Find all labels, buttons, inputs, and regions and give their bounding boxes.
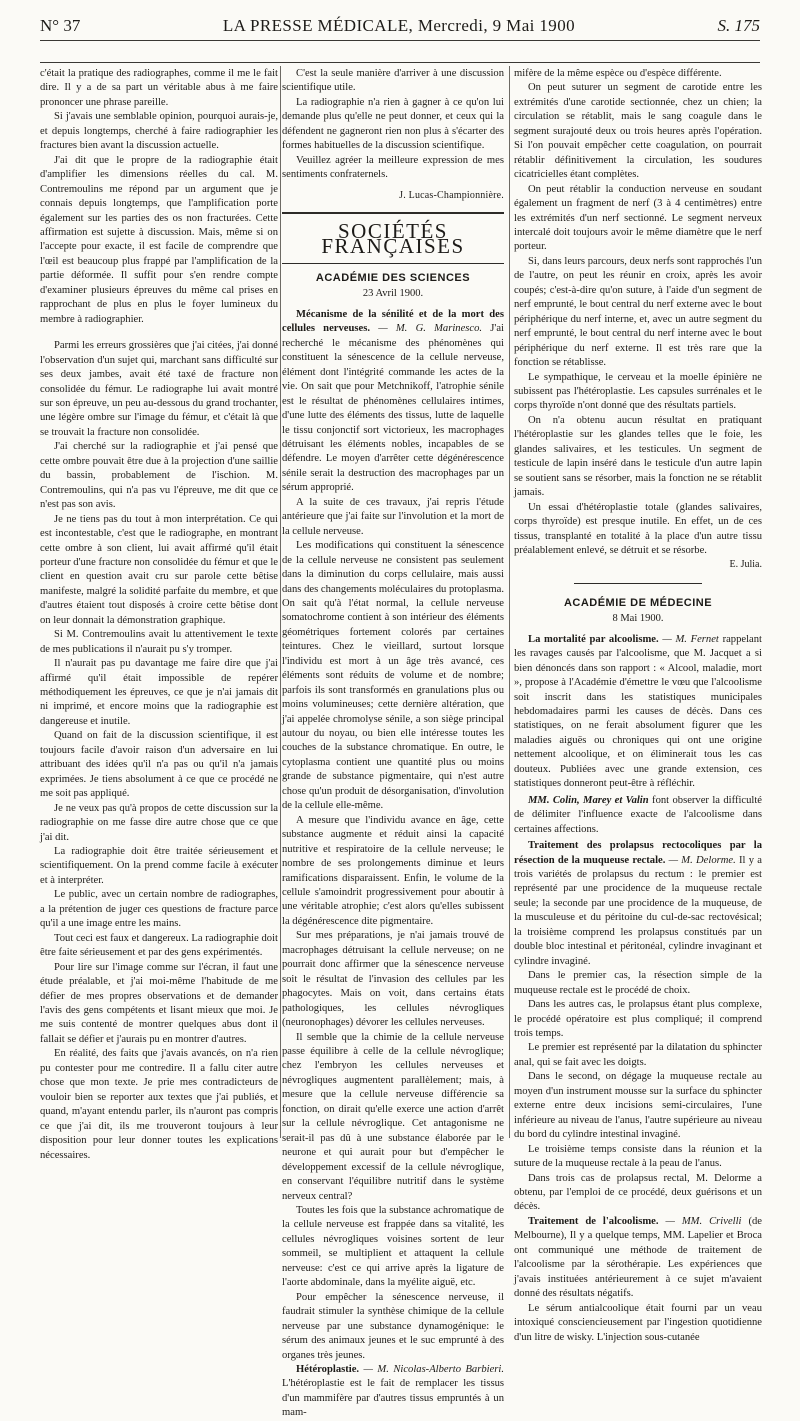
article-signature: E. Julia.	[729, 559, 762, 571]
column-3	[514, 67, 763, 1343]
paragraph: C'est la seule manière d'arriver à une discussion scientifique utile.	[282, 68, 504, 94]
paragraph: J'ai cherché sur la radiographie et j'ai pensé que cette ombre pouvait être due à la projection d'une saillie du bassin, probablement de l'ischion. M. Contremoulins, qui n'a pas vu l'épreuve, me dit que ce n'est pas son avis.	[40, 441, 278, 511]
paragraph: Si, dans leurs parcours, deux nerfs sont rapprochés l'un de l'autre, on peut les réunir en croix, après les avoir coupés; c'est-à-dire qu'on suture, à l'aide d'un segment de nerf emprunté, le bout central du nerf externe avec le bout périphérique du nerf interne, et, avec un autre segment du nerf emprunté, le bout central du nerf interne avec le bout périphérique du nerf externe. Il est très rare que la fonction se rétablisse.	[514, 255, 762, 369]
article-body	[282, 496, 504, 1363]
paragraph: Le sérum antialcoolique était fourni par un veau intoxiqué consciencieusement par l'ingestion quotidienne d'un litre de wisky. L'injection sous-cutanée	[514, 1302, 762, 1343]
paragraph: On peut rétablir la conduction nerveuse en soudant également un fragment de nerf (3 à 4 centimètres) entre les extrémités d'un nerf sectionné. Le segment nerveux intercalé doit toujours avoir le même diamètre que le nerf porteur.	[514, 183, 762, 253]
article-author: — M. Delorme.	[668, 854, 736, 866]
article-list	[514, 633, 762, 969]
column-divider	[280, 66, 281, 1138]
column-1	[40, 67, 278, 1161]
paragraph: Tout ceci est faux et dangereux. La radiographie doit être faite sérieusement et par des gens expérimentés.	[40, 932, 278, 959]
article-text: Il y a trois variétés de prolapsus du rectum : le premier est représenté par une procidence de la muqueuse rectale seule; la seconde par une procidence de la muqueuse, de la musculeuse et du péritoine du cul-de-sac rectovésical; la troisième comprend les prolapsus constitués par un double bloc intestinal et péritonéal, cylindre invaginant et cylindre invaginé.	[514, 854, 762, 967]
section-rule	[282, 212, 504, 214]
paragraph: La radiographie n'a rien à gagner à ce qu'on lui demande plus qu'elle ne peut donner, et ceux qui la défendent ne gagneront rien non plus à s'écarter des formes habituelles de la discussion scientifique.	[282, 96, 504, 152]
paragraph: Les modifications qui constituent la sénescence de la cellule nerveuse ne consistent pas seulement dans la diminution du corps cellulaire, mais aussi dans des changements moléculaires du protoplasma. On sait qu'à l'état normal, la cellule nerveuse somatochrome contient à son intérieur des éléments géométriques fortement colorés par certaines teintures. Chez le vieillard, surtout lorsque l'individu est mort à un âge très avancé, ces éléments sont réduits de volume et de nombre; parfois ils sont transformés en granulations plus ou moins volumineuses; cette dernière altération, que j'ai appelée chromolyse sénile, a son siège principal autour du noyau, ou bien elle intéresse toutes les couches de la substance chromatique. En outre, le cytoplasma contient une quantité plus ou moins grande de substance pigmentaire, qui n'est autre chose qu'un produit de désorganisation, d'involution de la cellule elle-même.	[282, 540, 504, 812]
article-author: — M. Nicolas-Alberto Barbieri.	[363, 1363, 504, 1375]
paragraph: Dans le premier cas, la résection simple de la muqueuse rectale est le procédé de choix.	[514, 970, 762, 996]
paragraph: Veuillez agréer la meilleure expression de mes sentiments confraternels.	[282, 154, 504, 181]
article-author: — MM. Crivelli	[665, 1215, 742, 1227]
article-title: Mécanisme de la sénilité et de la mort des cellules nerveuses.	[282, 308, 504, 335]
article-title: MM. Colin, Marey et Valin	[528, 794, 649, 806]
article-title: Hétéroplastie.	[296, 1363, 360, 1375]
article-paragraph	[514, 633, 762, 792]
academy-heading: ACADÉMIE DE MÉDECINE	[563, 596, 713, 609]
paragraph: A mesure que l'individu avance en âge, cette substance augmente et réduit ainsi la capacité nutritive et respiratoire de la cellule nerveuse; le nombre de ses prolongements diminue et leurs ramifications disparaissent. Enfin, le volume de la cellule s'amoindrit progressivement pour aboutir à une véritable atrophie; c'est alors qu'elles subissent la dégénérescence dite pigmentaire.	[282, 814, 504, 927]
paragraph: La radiographie doit être traitée sérieusement et scientifiquement. On la prend comme facile à exécuter et à interpréter.	[40, 846, 278, 886]
paragraph: Si j'avais une semblable opinion, pourquoi aurais-je, et depuis longtemps, cherché à faire radiographier les fractures bien avant la discussion actuelle.	[40, 111, 278, 152]
paragraph: Sur mes préparations, je n'ai jamais trouvé de macrophages détruisant la cellule nerveuse; on ne pourrait donc affirmer que la sénescence nerveuse soit le résultat de l'invasion des cellules par les phagocytes. Mais on voit, dans certains états pathologiques, les cellules névrogliques (neuronophages) dévorer les cellules nerveuses.	[282, 930, 504, 1029]
article-text: J'ai recherché le mécanisme des phénomènes qui constituent la sénescence de la cellule nerveuse, élément dont l'intégrité commande les actes de la vie. On sait que pour Metchnikoff, l'atrophie sénile est le résultat de phénomènes cellulaires intimes, d'une lutte des éléments des tissus, lutte de laquelle le tissu conjonctif sort victorieux, les macrophages détruisant les éléments nobles, incapables de se défendre. Le moyen d'arrêter cette dégénérescence sénile serait la destruction des macrophages par un sérum approprié.	[282, 323, 504, 494]
article-title: La mortalité par alcoolisme.	[528, 633, 659, 645]
paragraph: Un essai d'hétéroplastie totale (glandes salivaires, corps thyroïde) est presque inutile. En effet, un de ces tissus, transplanté en totalité à la place d'un autre tissu préalablement enlevé, se détruit et se résorbe.	[514, 501, 762, 556]
article-text: (de Melbourne), Il y a quelque temps, MM. Lapelier et Broca ont communiqué une méthode de traitement de l'alcoolisme par la sérothérapie. Les expériences que j'avais instituées antérieurement à ce sujet m'avaient donné des résultats négatifs.	[514, 1215, 762, 1300]
journal-title: LA PRESSE MÉDICALE, Mercredi, 9 Mai 1900	[222, 16, 576, 35]
paragraph: Le premier est représenté par la dilatation du sphincter anal, qui se fait avec les doigts.	[514, 1042, 762, 1068]
paragraph: Toutes les fois que la substance achromatique de la cellule nerveuse est frappée dans sa vitalité, les cellules névrogliques voisines sortent de leur sommeil, se multiplient et attaquent la cellule nerveuse: c'est ce qui arrive après la ligature de l'aorte abdominale, dans la myélite aiguë, etc.	[282, 1204, 504, 1289]
paragraph: c'était la pratique des radiographes, comme il me le fait dire. Il y a de sa part un véritable abus à me faire prononcer une phrase pareille.	[40, 68, 278, 108]
paragraph: On peut suturer un segment de carotide entre les extrémités d'une carotide sectionnée, chez un chien; la circulation se rétablit, mais le sang coagule dans le segment surajouté deux ou trois heures après l'opération. Si l'on pouvait empêcher cette coagulation, on pourrait rétablir définitivement la circulation, les soudures cicatricielles étant complètes.	[514, 82, 762, 181]
column-2	[282, 67, 504, 1419]
paragraph: Pour lire sur l'image comme sur l'écran, il faut une étude préalable, et j'ai moi-même l'habitude de me défier de mes propres observations et de demander l'avis des gens compétents et lisant mieux que moi. Je me suis contenté de montrer quelques abus dont il fallait se défier et j'aurais pu en montrer d'autres.	[40, 961, 278, 1045]
paragraph: Quand on fait de la discussion scientifique, il est toujours facile d'avoir raison d'un adversaire en lui attribuant des idées qu'il n'a pas ou qu'il n'a jamais exprimées. Je tiens absolument à ce que ce procédé ne me soit pas appliqué.	[40, 730, 278, 800]
session-date: 8 Mai 1900.	[612, 613, 664, 625]
article-paragraph	[514, 794, 762, 837]
letter-ending	[282, 67, 504, 183]
session-date: 23 Avril 1900.	[362, 288, 424, 300]
article-text: rappelant les ravages causés par l'alcoolisme, que M. Jacquet a si bien dénoncés dans son rapport : « Alcool, maladie, mort », propose à l'Académie d'émettre le vœu que l'alcoolisme soit inscrit dans les statistiques municipales hebdomadaires parmi les causes de décès. Dans ces statistiques, on ne ferait absolument figurer que les maladies aiguës ou chroniques qui ont une origine nettement alcoolique, et on éliminerait tous les cas douteux. Publiées avec une grande extension, ces statistiques donneront peut-être à réfléchir.	[514, 633, 762, 790]
academy-heading: ACADÉMIE DES SCIENCES	[315, 271, 471, 284]
paragraph: Dans le second, on dégage la muqueuse rectale au moyen d'un instrument mousse sur la surface du sphincter externe entre deux incisions semi-circulaires, l'une inférieure au niveau de l'anus, l'autre supérieure au niveau du bord du cylindre intestinal invaginé.	[514, 1071, 762, 1141]
paragraph: On n'a obtenu aucun résultat en pratiquant l'hétéroplastie sur les glandes telles que le foie, les glandes salivaires, et les testicules. Un segment de testicule de lapin inséré dans le testicule d'un autre lapin se soutient sans se résorber, mais la fonction ne se rétablit jamais.	[514, 414, 762, 499]
article-text: font observer la difficulté de délimiter l'influence exacte de l'alcoolisme dans certaines affections.	[514, 794, 763, 835]
article-author: — M. G. Marinesco.	[378, 323, 483, 335]
paragraph: Le public, avec un certain nombre de radiographes, a la prétention de juger ces questions de fracture parce qu'il a une image entre les mains.	[40, 889, 278, 930]
article-title: Traitement des prolapsus rectocoliques par la résection de la muqueuse rectale.	[514, 840, 762, 866]
paragraph: Il n'aurait pas pu davantage me faire dire que j'ai affirmé qu'il était impossible de repérer méthodiquement les épreuves, ce que je n'ai jamais dit ni imprimé, et encore moins que la radiographie est dangereuse et inutile.	[40, 658, 278, 727]
paragraph: Dans trois cas de prolapsus rectal, M. Delorme a obtenu, par l'emploi de ce procédé, deux guérisons et un décès.	[514, 1172, 762, 1213]
header-rule-lower	[40, 62, 760, 63]
article-paragraph	[514, 839, 762, 969]
paragraph: Dans les autres cas, le prolapsus étant plus complexe, le procédé opératoire est plus compliqué; il comprend trois temps.	[514, 999, 762, 1039]
paragraph: Je ne tiens pas du tout à mon interprétation. Ce qui est incontestable, c'est que le radiographe, en montrant cette ombre à son client, lui avait affirmé qu'il était porteur d'une fracture non consolidée du fémur et que le client en question avait cru sur parole cette bêtise manifeste, malgré la solidité parfaite du membre, et que d'autres étaient tout disposés à croire cette bêtise dont on leur donnait la démonstration graphique.	[40, 513, 278, 626]
letter-signature: J. Lucas-Championnière.	[399, 189, 504, 201]
page-header	[40, 14, 760, 36]
article-text: L'hétéroplastie est le fait de remplacer les tissus d'un mammifère par d'autres tissus empruntés à un mam-	[282, 1378, 504, 1419]
article-paragraph	[282, 308, 504, 496]
paragraph: A la suite de ces travaux, j'ai repris l'étude antérieure que j'ai faite sur l'involution et la mort de la cellule nerveuse.	[282, 496, 504, 537]
issue-number: N° 37	[40, 16, 81, 35]
paragraph: Je ne veux pas qu'à propos de cette discussion sur la radiographie on me fasse dire autre chose que ce que j'ai dit.	[40, 802, 278, 843]
paragraph: J'ai dit que le propre de la radiographie était d'amplifier les dimensions réelles du cal. M. Contremoulins me répond par un argument que je connais depuis longtemps, que l'amplification porte également sur les parties des os non fracturées. Cette affirmation est sujette à discussion. Mais, même si on l'accepte pour exacte, il est facile de comprendre que l'œil est beaucoup plus frappé par l'amplification de la partie déformée. Il suffit pour s'en rendre compte d'examiner plusieurs épreuves du même cal prises en rapprochant de plus en plus le foyer lumineux du membre à radiographier.	[40, 154, 278, 325]
article-paragraph	[282, 1363, 504, 1421]
paragraph: En réalité, des faits que j'avais avancés, on n'a rien pu contester pour me contredire. Il a fallu citer autre chose que mon texte. Je prie mes contradicteurs de vouloir bien se reporter aux textes que j'ai publiés, et quand, m'ayant entendu parler, ils n'auront pas compris ce que j'ai dit, ils me trouveront toujours à leur disposition pour leur donner toutes les explications nécessaires.	[40, 1048, 278, 1161]
column-divider	[509, 66, 510, 1138]
paragraph: Le sympathique, le cerveau et la moelle épinière ne subissent pas l'hétéroplastie. Les capsules surrénales et le corps thyroïde n'ont donné que des résultats partiels.	[514, 371, 762, 412]
article-author: — M. Fernet	[662, 633, 719, 645]
section-title: SOCIÉTÉS FRANÇAISES	[321, 219, 465, 258]
page-folio: S. 175	[717, 16, 760, 35]
article-paragraph	[514, 1215, 762, 1302]
paragraph: Le troisième temps consiste dans la réunion et la suture de la muqueuse rectale à la peau de l'anus.	[514, 1143, 762, 1170]
header-rule	[40, 40, 760, 41]
paragraph: Parmi les erreurs grossières que j'ai citées, j'ai donné l'observation d'un sujet qui, marchant sans difficulté sur ses deux jambes, avait été taxé de fracture non consolidée du fémur. Le radiographe lui avait montré sur son épreuve, un peu au-dessous du grand trochanter, une légère ombre sur l'image du fémur, et c'était là que se trouvait la fracture non consolidée.	[40, 340, 278, 438]
section-rule	[574, 583, 702, 584]
article-title: Traitement de l'alcoolisme.	[528, 1215, 659, 1227]
paragraph: Il semble que la chimie de la cellule nerveuse passe équilibre à celle de la cellule névroglique; chez l'embryon les cellules nerveuses et névrogliques augmentent parallèlement; mais, à mesure que la cellule nerveuse différencie sa fonction, on dirait qu'elle exerce une action d'arrêt sur la cellule névroglique. Cet antagonisme ne serait-il pas dû à une substance élaborée par le neurone et qui aurait pour but d'empêcher le développement excessif de la cellule névroglique, en conservant l'équilibre nutritif dans le système nerveux central?	[282, 1031, 504, 1202]
paragraph: mifère de la même espèce ou d'espèce différente.	[514, 68, 722, 79]
article-continuation	[514, 67, 762, 558]
paragraph: Pour empêcher la sénescence nerveuse, il faudrait stimuler la synthèse chimique de la cellule nerveuse par une substance dynamogénique: le sérum des animaux jeunes et le suc emprunté à des organes très jeunes.	[282, 1291, 504, 1361]
article-body	[514, 969, 762, 1215]
section-rule	[282, 263, 504, 264]
paragraph: Si M. Contremoulins avait lu attentivement le texte de mes publications il n'aurait pu s'y tromper.	[40, 629, 278, 655]
